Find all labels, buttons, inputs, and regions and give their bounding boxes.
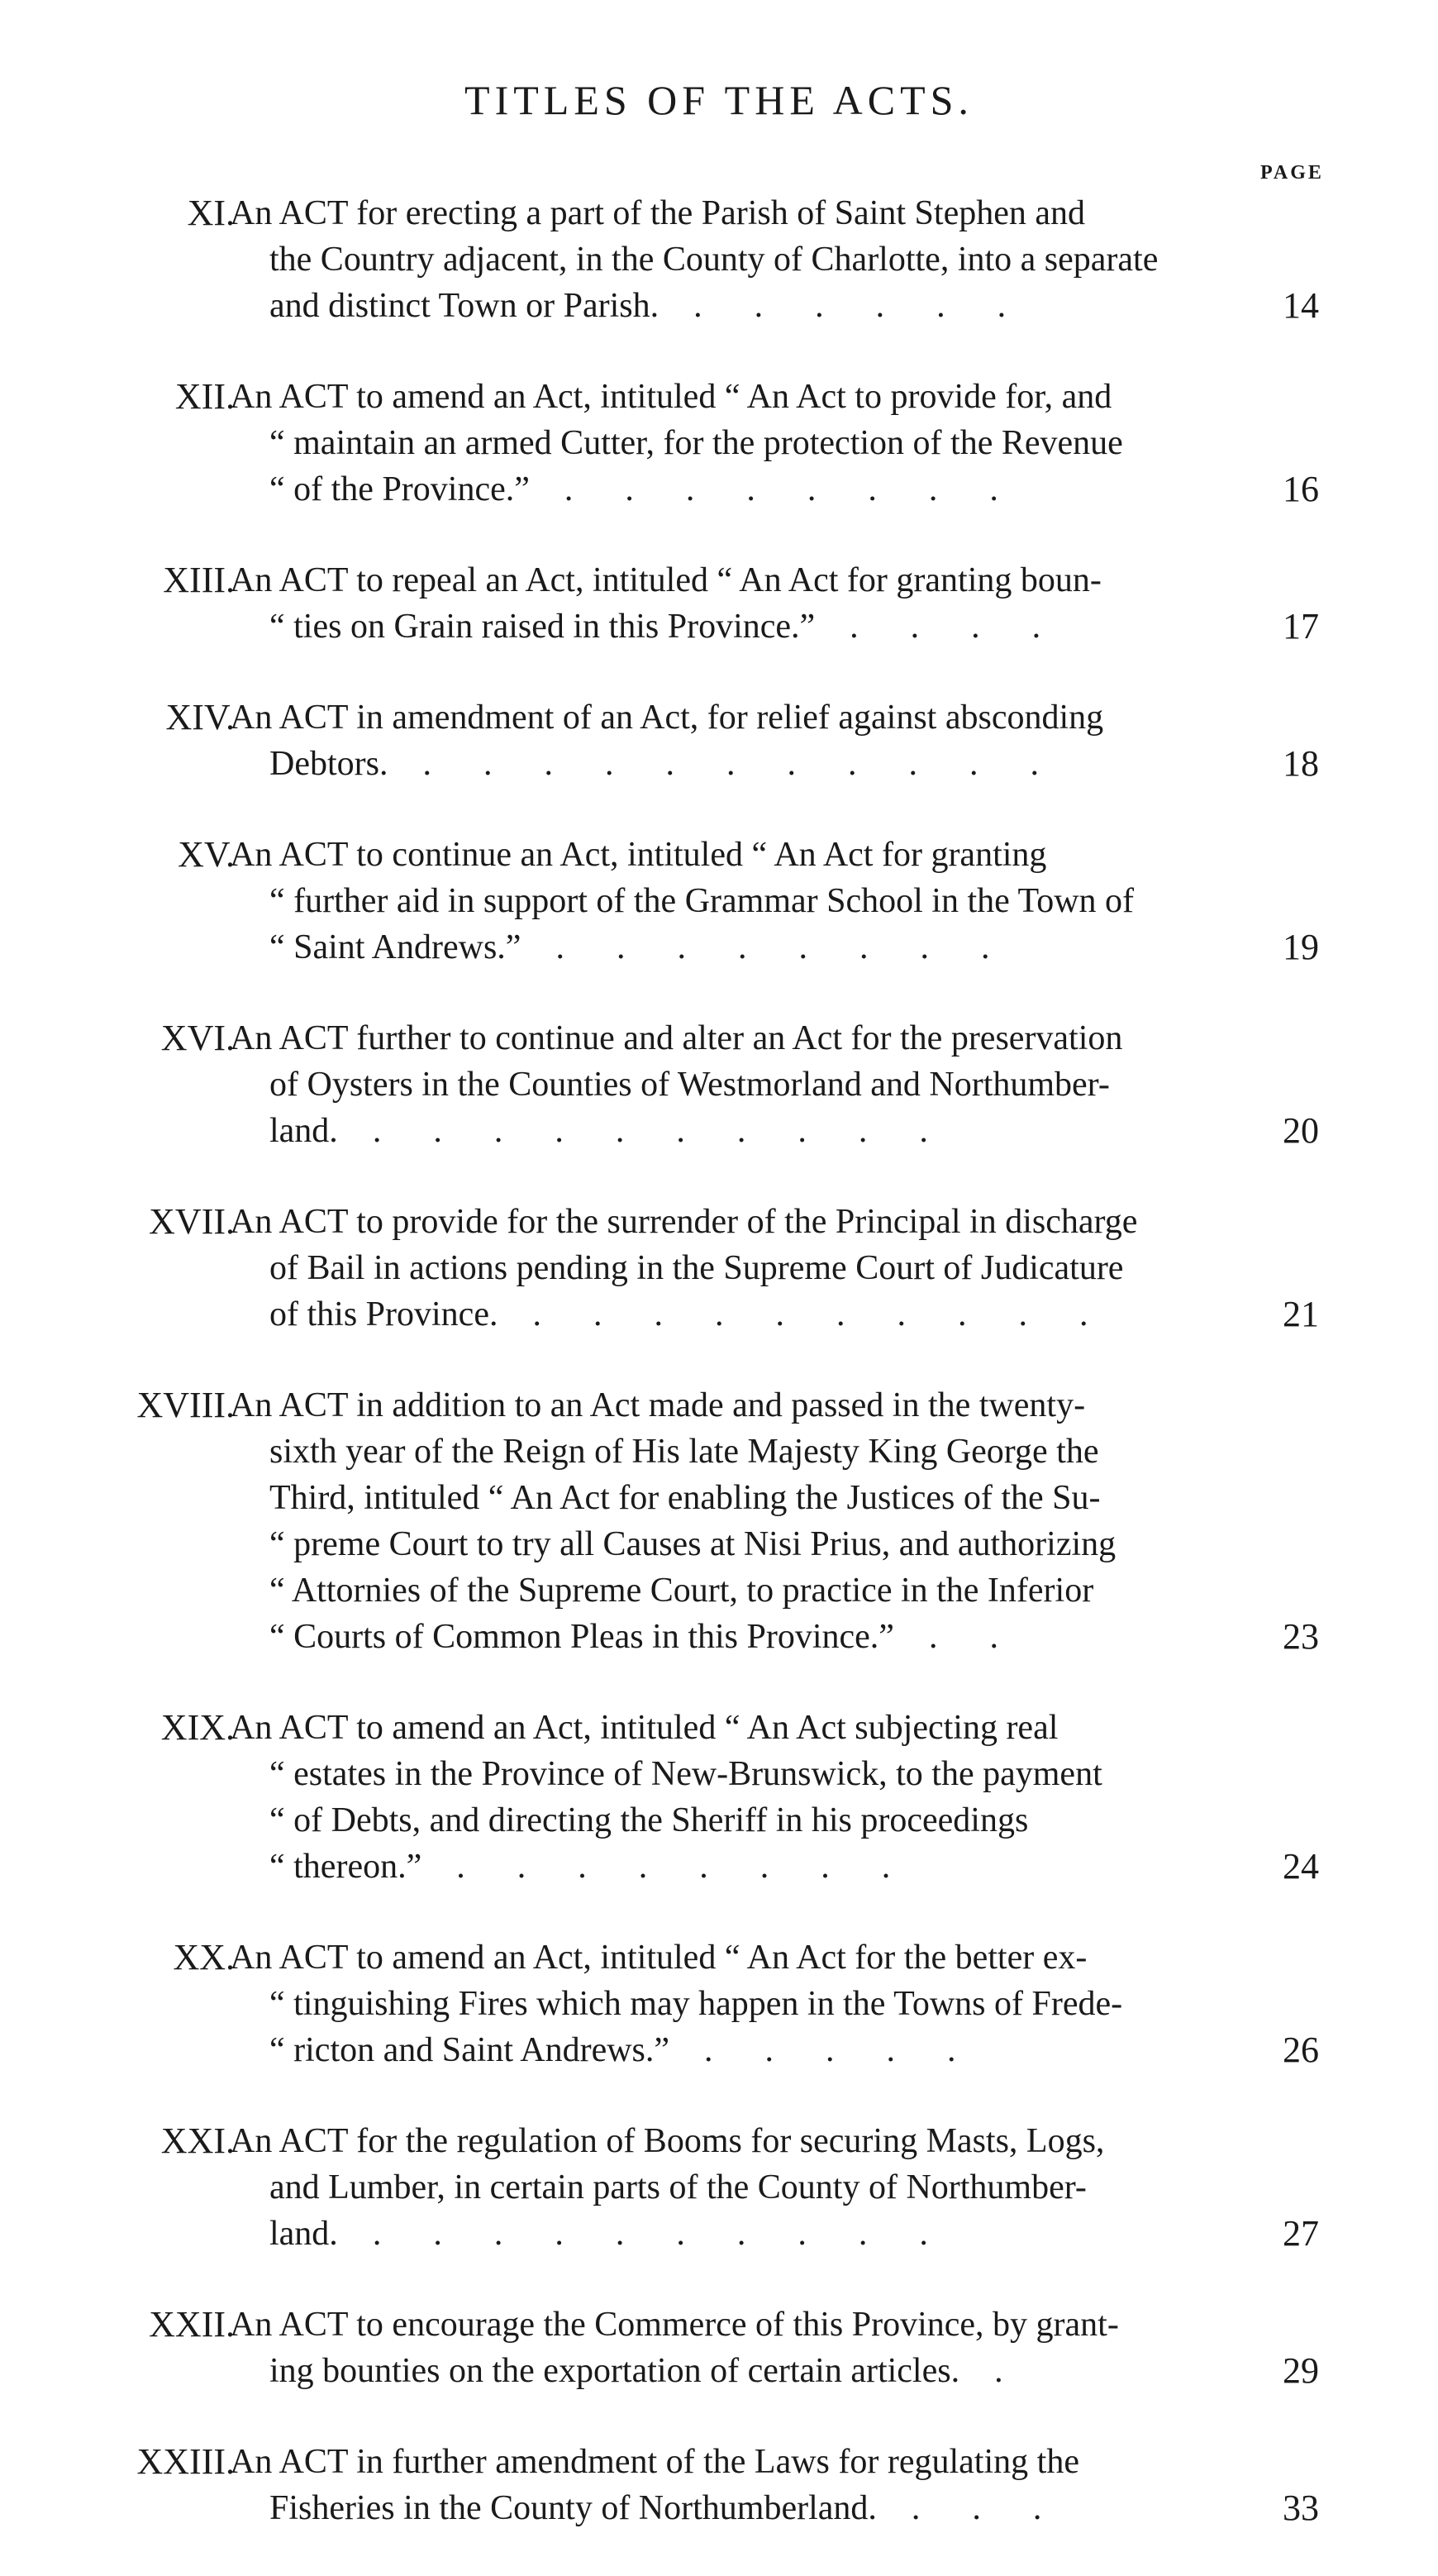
act-title-line bbox=[230, 1199, 1269, 1245]
act-title bbox=[230, 1199, 1319, 1338]
page-number: 18 bbox=[1283, 743, 1319, 784]
act-entry bbox=[0, 190, 1438, 329]
dot-leader: . . . . . . . . . . bbox=[372, 2215, 928, 2253]
act-title-line bbox=[230, 1614, 1319, 1660]
act-title-line-text: “ ties on Grain raised in this Province.” bbox=[269, 608, 816, 646]
dot-leader: . . . . bbox=[850, 608, 1041, 646]
act-title-line bbox=[230, 2164, 1269, 2211]
act-title-line-text: and distinct Town or Parish. bbox=[269, 287, 659, 325]
act-title-line bbox=[230, 557, 1269, 603]
act-title-line-text: “ maintain an armed Cutter, for the protection of the Revenue bbox=[269, 424, 1123, 462]
page-title: TITLES OF THE ACTS. bbox=[464, 77, 974, 123]
act-title-line bbox=[230, 1015, 1269, 1061]
act-title-line bbox=[230, 694, 1269, 741]
act-title-line-text: “ tinguishing Fires which may happen in the Towns of Frede- bbox=[269, 1985, 1123, 2023]
act-title-line bbox=[230, 1705, 1269, 1751]
acts-list bbox=[0, 190, 1438, 2576]
act-numeral: XXI. bbox=[160, 2120, 235, 2161]
act-title-line-text: An ACT to amend an Act, intituled “ An Act for the better ex- bbox=[230, 1939, 1088, 1977]
dot-leader: . . . . . . . . . . . bbox=[422, 745, 1039, 783]
act-entry bbox=[0, 1382, 1438, 1660]
act-numeral: XXII. bbox=[149, 2304, 235, 2345]
act-title-line-text: An ACT in further amendment of the Laws for regulating the bbox=[230, 2443, 1079, 2481]
act-title bbox=[230, 832, 1319, 971]
act-title-line bbox=[230, 1751, 1269, 1797]
page-number: 33 bbox=[1283, 2488, 1319, 2528]
page-number: 17 bbox=[1283, 606, 1319, 646]
act-numeral: XVII. bbox=[149, 1201, 235, 1242]
act-title-line bbox=[230, 420, 1269, 466]
act-title-line bbox=[230, 1567, 1269, 1614]
dot-leader: . . . . . . . . . . bbox=[372, 1112, 928, 1150]
act-title-line bbox=[230, 2485, 1319, 2531]
act-entry bbox=[0, 374, 1438, 513]
act-title bbox=[230, 374, 1319, 513]
dot-leader: . . . . . . . . bbox=[555, 928, 990, 966]
act-entry bbox=[0, 1934, 1438, 2073]
act-title-line-text: of Oysters in the Counties of Westmorland and Northumber- bbox=[269, 1066, 1110, 1104]
act-title-line-text: “ Saint Andrews.” bbox=[269, 928, 521, 966]
act-title-line bbox=[230, 1475, 1269, 1521]
act-title-line bbox=[230, 1291, 1319, 1338]
page-number: 26 bbox=[1283, 2030, 1319, 2070]
act-title-line-text: An ACT to continue an Act, intituled “ An Act for granting bbox=[230, 836, 1047, 874]
act-title-line bbox=[230, 924, 1319, 971]
act-title-line bbox=[230, 1844, 1319, 1890]
act-title-line bbox=[230, 1521, 1269, 1567]
act-title-line-text: Third, intituled “ An Act for enabling the Justices of the Su- bbox=[269, 1479, 1101, 1517]
act-numeral: XVI. bbox=[160, 1018, 235, 1058]
act-title-line-text: Debtors. bbox=[269, 745, 388, 783]
act-title-line-text: “ preme Court to try all Causes at Nisi Prius, and authorizing bbox=[269, 1525, 1117, 1563]
dot-leader: . . . . . bbox=[704, 2031, 956, 2069]
page-number: 23 bbox=[1283, 1616, 1319, 1657]
act-title-line-text: “ Attornies of the Supreme Court, to practice in the Inferior bbox=[269, 1572, 1094, 1610]
act-title bbox=[230, 1705, 1319, 1890]
act-entry bbox=[0, 557, 1438, 650]
act-title-line bbox=[230, 236, 1269, 283]
act-title-line-text: “ thereon.” bbox=[269, 1848, 422, 1886]
act-title-line-text: An ACT to repeal an Act, intituled “ An Act for granting boun- bbox=[230, 561, 1102, 599]
act-title-line bbox=[230, 283, 1319, 329]
act-title-line-text: and Lumber, in certain parts of the County of Northumber- bbox=[269, 2168, 1087, 2206]
page-number: 14 bbox=[1283, 285, 1319, 326]
act-title-line-text: An ACT in addition to an Act made and passed in the twenty- bbox=[230, 1386, 1086, 1424]
act-title-line bbox=[230, 832, 1269, 878]
act-title-line-text: An ACT in amendment of an Act, for relief against absconding bbox=[230, 699, 1104, 737]
act-title-line-text: “ estates in the Province of New-Brunswick, to the payment bbox=[269, 1755, 1102, 1793]
act-title-line-text: An ACT to amend an Act, intituled “ An Act to provide for, and bbox=[230, 378, 1112, 416]
act-entry bbox=[0, 832, 1438, 971]
dot-leader: . . . . . . . . . . bbox=[532, 1295, 1088, 1333]
act-title-line bbox=[230, 603, 1319, 650]
page-number: 19 bbox=[1283, 927, 1319, 967]
dot-leader: . . bbox=[928, 1618, 998, 1656]
act-numeral: XVIII. bbox=[136, 1385, 235, 1425]
act-title-line bbox=[230, 878, 1269, 924]
act-title-line-text: Fisheries in the County of Northumberland. bbox=[269, 2489, 877, 2527]
dot-leader: . . . . . . . . bbox=[564, 470, 998, 508]
act-title-line bbox=[230, 2211, 1319, 2257]
act-title-line-text: sixth year of the Reign of His late Majesty King George the bbox=[269, 1433, 1099, 1471]
act-title-line bbox=[230, 1108, 1319, 1154]
act-title-line bbox=[230, 1934, 1269, 1981]
page-number: 20 bbox=[1283, 1110, 1319, 1151]
act-title-line-text: ing bounties on the exportation of certain articles. bbox=[269, 2352, 960, 2390]
page-number: 29 bbox=[1283, 2350, 1319, 2391]
act-numeral: XX. bbox=[173, 1937, 235, 1977]
act-title-line bbox=[230, 2302, 1269, 2348]
act-title-line-text: “ of Debts, and directing the Sheriff in his proceedings bbox=[269, 1801, 1029, 1839]
act-title-line bbox=[230, 1981, 1269, 2027]
act-title bbox=[230, 1934, 1319, 2073]
act-title-line-text: of Bail in actions pending in the Supreme Court of Judicature bbox=[269, 1249, 1124, 1287]
act-title-line-text: An ACT to encourage the Commerce of this Province, by grant- bbox=[230, 2306, 1119, 2344]
act-numeral: XIV. bbox=[165, 697, 235, 737]
act-title-line-text: the Country adjacent, in the County of Charlotte, into a separate bbox=[269, 241, 1159, 279]
act-title-line bbox=[230, 1245, 1269, 1291]
act-entry bbox=[0, 2439, 1438, 2531]
act-title bbox=[230, 2118, 1319, 2257]
page-number: 21 bbox=[1283, 1294, 1319, 1334]
act-title-line-text: An ACT further to continue and alter an Act for the preservation bbox=[230, 1019, 1123, 1057]
act-title-line bbox=[230, 2348, 1319, 2394]
page-column-label: PAGE bbox=[1260, 162, 1324, 184]
act-entry bbox=[0, 2118, 1438, 2257]
act-title bbox=[230, 1382, 1319, 1660]
act-title bbox=[230, 694, 1319, 787]
act-title-line-text: “ of the Province.” bbox=[269, 470, 530, 508]
page-number: 24 bbox=[1283, 1846, 1319, 1887]
act-numeral: XIX. bbox=[160, 1707, 235, 1748]
dot-leader: . . . . . . bbox=[693, 287, 1007, 325]
act-numeral: XXIII. bbox=[136, 2441, 235, 2482]
act-title-line bbox=[230, 1061, 1269, 1108]
act-title-line-text: land. bbox=[269, 2215, 338, 2253]
act-title-line bbox=[230, 1797, 1269, 1844]
act-title-line-text: “ further aid in support of the Grammar School in the Town of bbox=[269, 882, 1135, 920]
dot-leader: . . . bbox=[911, 2489, 1042, 2527]
dot-leader: . . . . . . . . bbox=[456, 1848, 891, 1886]
act-entry bbox=[0, 1705, 1438, 1890]
page-number: 16 bbox=[1283, 469, 1319, 509]
act-title-line bbox=[230, 2027, 1319, 2073]
act-title-line-text: of this Province. bbox=[269, 1295, 498, 1333]
act-entry bbox=[0, 1199, 1438, 1338]
act-title-line-text: An ACT to amend an Act, intituled “ An Act subjecting real bbox=[230, 1709, 1059, 1747]
act-title bbox=[230, 1015, 1319, 1154]
act-title-line bbox=[230, 466, 1319, 513]
act-title-line bbox=[230, 190, 1269, 236]
act-title-line bbox=[230, 1429, 1269, 1475]
act-title bbox=[230, 557, 1319, 650]
act-title-line bbox=[230, 2118, 1269, 2164]
act-title-line bbox=[230, 2439, 1269, 2485]
dot-leader: . bbox=[994, 2352, 1003, 2390]
act-title-line-text: An ACT for the regulation of Booms for securing Masts, Logs, bbox=[230, 2122, 1105, 2160]
act-numeral: XV. bbox=[178, 834, 235, 875]
act-entry bbox=[0, 1015, 1438, 1154]
act-title-line-text: An ACT to provide for the surrender of the Principal in discharge bbox=[230, 1203, 1138, 1241]
act-title-line bbox=[230, 1382, 1269, 1429]
act-title-line-text: “ Courts of Common Pleas in this Province.” bbox=[269, 1618, 894, 1656]
act-numeral: XI. bbox=[187, 193, 235, 233]
act-numeral: XIII. bbox=[163, 560, 235, 600]
act-title bbox=[230, 2439, 1319, 2531]
act-numeral: XII. bbox=[174, 376, 235, 417]
act-title-line bbox=[230, 741, 1319, 787]
act-entry bbox=[0, 2302, 1438, 2394]
act-title-line-text: “ ricton and Saint Andrews.” bbox=[269, 2031, 670, 2069]
act-title bbox=[230, 190, 1319, 329]
page-number: 27 bbox=[1283, 2213, 1319, 2254]
act-title-line-text: An ACT for erecting a part of the Parish of Saint Stephen and bbox=[230, 194, 1085, 232]
act-title-line-text: land. bbox=[269, 1112, 338, 1150]
act-title bbox=[230, 2302, 1319, 2394]
act-entry bbox=[0, 694, 1438, 787]
act-title-line bbox=[230, 374, 1269, 420]
